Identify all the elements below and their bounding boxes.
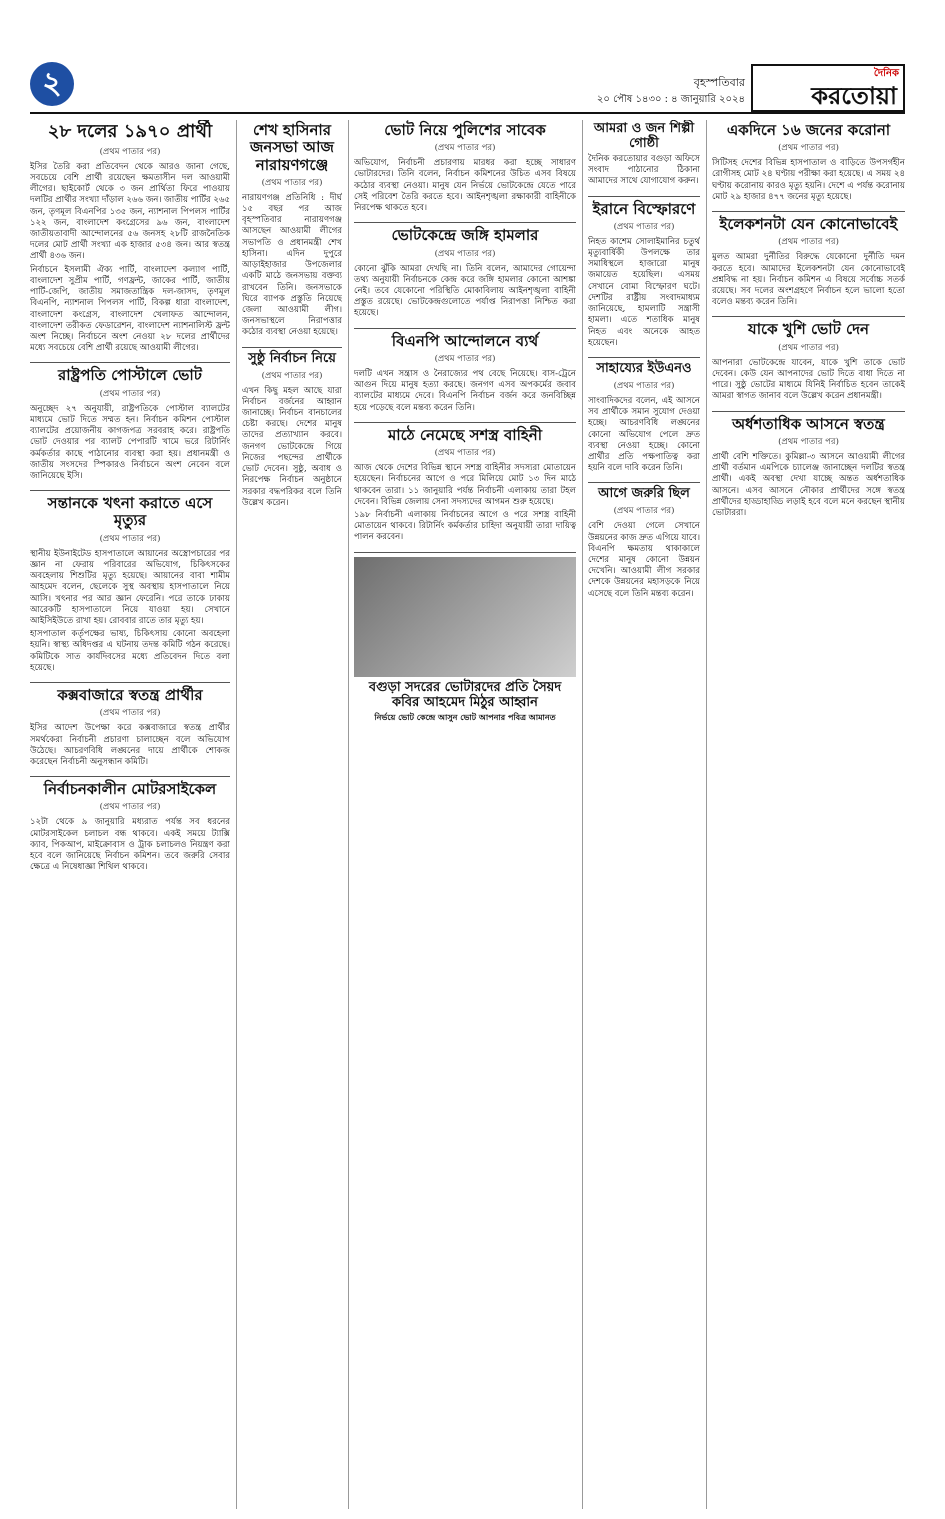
article-vote-anyone: যাকে খুশি ভোট দেন (প্রথম পাতার পর) আপনারা ভোটকেন্দ্রে যাবেন, যাকে খুশি তাকে ভোট দেবেন। কেউ যেন আপনাদের ভোট দিতে বাধা দিতে না পারে। সুষ্ঠু ভোটের মাধ্যমে যিনিই নির্বাচিত হবেন তাকেই আমরা স্বাগত জানাব বলে উল্লেখ করেন প্রধানমন্ত্রী।: [712, 320, 905, 402]
article-urgent-before: আগে জরুরি ছিল (প্রথম পাতার পর) বেশি দেওয়া গেলে সেখানে উন্নয়নের কাজ দ্রুত এগিয়ে যাবে। বিএনপি ক্ষমতায় থাকাকালে দেশের মানুষ কোনো উন্নয়ন দেখেনি। আওয়ামী লীগ সরকার দেশকে উন্নয়নের মহাসড়কে নিয়ে এসেছে বলে তিনি মন্তব্য করেন।: [588, 486, 700, 599]
article-militant-attack: ভোটকেন্দ্রে জঙ্গি হামলার (প্রথম পাতার পর) কোনো ঝুঁকি আমরা দেখছি না। তিনি বলেন, আমাদের গোয়েন্দা তথ্য অনুযায়ী নির্বাচনকে কেন্দ্র করে জঙ্গি হামলার কোনো আশঙ্কা নেই। তবে যেকোনো পরিস্থিতি মোকাবিলায় আইনশৃঙ্খলা বাহিনী প্রস্তুত রয়েছে। ভোটকেন্দ্রগুলোতে পর্যাপ্ত নিরাপত্তা নিশ্চিত করা হয়েছে।: [354, 226, 576, 319]
article-uno-help: সাহায্যের ইউএনও (প্রথম পাতার পর) সাংবাদিকদের বলেন, এই আসনে সব প্রার্থীকে সমান সুযোগ দেওয়া হচ্ছে। আচরণবিধি লঙ্ঘনের কোনো অভিযোগ পেলে দ্রুত ব্যবস্থা নেওয়া হচ্ছে। কোনো প্রার্থীর প্রতি পক্ষপাতিত্ব করা হয়নি বলে দাবি করেন তিনি।: [588, 360, 700, 474]
article-28-parties: ২৮ দলের ১৯৭০ প্রার্থী (প্রথম পাতার পর) ইসির তৈরি করা প্রতিবেদন থেকে আরও জানা গেছে, সবচেয়ে বেশি প্রার্থী রয়েছেন ক্ষমতাসীন দল আওয়ামী লীগের। ছাইকোর্ট থেকে ৩ জন প্রার্থিতা ফিরে পাওয়ায় দলটির প্রার্থীর সংখ্যা দাঁড়াল ২৬৬ জন। জাতীয় পার্টির ২৬৫ জন, তৃণমূল বিএনপির ১৩৫ জন, ন্যাশনাল পিপলস পার্টির ১২২ জন, বাংলাদেশ কংগ্রেসের ৯৬ জন, বাংলাদেশ জাতীয়তাবাদী আন্দোলনের ৫৬ জনসহ ২৮টি রাজনৈতিক দলের মোট প্রার্থী সংখ্যা এক হাজার ৫৩৪ জন। আর স্বতন্ত্র প্রার্থী ৪৩৬ জন। নির্বাচনে ইসলামী ঐক্য পার্টি, বাংলাদেশ কল্যাণ পার্টি, বাংলাদেশ সুপ্রীম পার্টি, গণফ্রন্ট, জাকের পার্টি, জাতীয় পার্টি-জেপি, জাতীয় সমাজতান্ত্রিক দল-জাসদ, তৃণমূল বিএনপি, ন্যাশনাল পিপলস পার্টি, বিকল্প ধারা বাংলাদেশ, বাংলাদেশ কংগ্রেস, বাংলাদেশ খেলাফত আন্দোলন, বাংলাদেশ তরীকত ফেডারেশন, বাংলাদেশ ন্যাশনালিস্ট ফ্রন্ট অংশ নিচ্ছে। নির্বাচনে অংশ নেওয়া ২৮ দলের প্রার্থীদের মধ্যে সবচেয়ে বেশি প্রার্থী রয়েছে আওয়ামী লীগের।: [30, 121, 230, 354]
masthead: [0, 0, 945, 110]
newspaper-logo: দৈনিক করতোয়া: [751, 64, 905, 112]
page-number: ২: [30, 62, 74, 106]
column-1: [30, 120, 230, 1510]
column-2: [242, 120, 342, 1510]
header-rule: [30, 112, 905, 114]
campaign-photo: [354, 557, 576, 677]
column-5: [712, 120, 905, 1510]
article-bnp-failed: বিএনপি আন্দোলনে ব্যর্থ (প্রথম পাতার পর) দলটি এখন সন্ত্রাস ও নৈরাজ্যের পথ বেছে নিয়েছে। বাস-ট্রেনে আগুন দিয়ে মানুষ হত্যা করছে। জনগণ এসব অপকর্মের জবাব ব্যালটের মাধ্যমে দেবে। বিএনপি নির্বাচন বর্জন করে জনবিচ্ছিন্ন হয়ে পড়েছে বলে মন্তব্য করেন তিনি।: [354, 331, 576, 413]
date-day: বৃহস্পতিবার: [693, 76, 745, 89]
column-4: [588, 120, 700, 1510]
date-full: ২০ পৌষ ১৪৩০ : ৪ জানুয়ারি ২০২৪: [596, 94, 745, 105]
article-independent-seats: অর্ধশতাধিক আসনে স্বতন্ত্র (প্রথম পাতার পর) প্রার্থী বেশি শক্তিতে। কুমিল্লা-৩ আসনে আওয়ামী লীগের প্রার্থী বর্তমান এমপিকে চ্যালেঞ্জ জানাচ্ছেন দলটির স্বতন্ত্র প্রার্থী। একই অবস্থা দেখা যাচ্ছে অন্তত অর্ধশতাধিক আসনে। এসব আসনে নৌকার প্রার্থীদের সঙ্গে স্বতন্ত্র প্রার্থীদের হাড্ডাহাড্ডি লড়াই হবে বলে মনে করছেন স্থানীয় ভোটাররা।: [712, 414, 905, 518]
article-fair-election: সুষ্ঠু নির্বাচন নিয়ে (প্রথম পাতার পর) এখন কিছু মহল আছে যারা নির্বাচন বর্জনের আহ্বান জানাচ্ছে। নির্বাচন বানচালের চেষ্টা করছে। দেশের মানুষ তাদের প্রত্যাখ্যান করবে। জনগণ ভোটকেন্দ্রে গিয়ে নিজের পছন্দের প্রার্থীকে ভোট দেবেন। সুষ্ঠু, অবাধ ও নিরপেক্ষ নির্বাচন অনুষ্ঠানে সরকার বদ্ধপরিকর বলে তিনি উল্লেখ করেন।: [242, 350, 342, 508]
article-army-deployed: মাঠে নেমেছে সশস্ত্র বাহিনী (প্রথম পাতার পর) আজ থেকে দেশের বিভিন্ন স্থানে সশস্ত্র বাহিনীর সদস্যরা মোতায়েন হয়েছেন। নির্বাচনের আগে ও পরে মিলিয়ে মোট ১৩ দিন মাঠে থাকবেন তারা। ১১ জানুয়ারি পর্যন্ত নির্বাচনী এলাকায় তারা টহল দেবেন। বিভিন্ন জেলায় সেনা সদস্যদের আগমন শুরু হয়েছে। ১৯৮ নির্বাচনী এলাকায় নির্বাচনের আগে ও পরে সশস্ত্র বাহিনী মোতায়েন থাকবে। রিটার্নিং কর্মকর্তার চাহিদা অনুযায়ী তারা দায়িত্ব পালন করবেন।: [354, 425, 576, 543]
column-3: [354, 120, 576, 1510]
article-sheikh-hasina-rally: শেখ হাসিনার জনসভা আজ নারায়ণগঞ্জে (প্রথম পাতার পর) নারায়ণগঞ্জ প্রতিনিধি : দীর্ঘ ১৫ বছর পর আজ বৃহস্পতিবার নারায়ণগঞ্জ আসছেন আওয়ামী লীগের সভাপতি ও প্রধানমন্ত্রী শেখ হাসিনা। এদিন দুপুরে আড়াইহাজার উপজেলার একটি মাঠে জনসভায় বক্তব্য রাখবেন তিনি। জনসভাকে ঘিরে ব্যাপক প্রস্তুতি নিয়েছে জেলা আওয়ামী লীগ। জনসভাস্থলে নিরাপত্তার কঠোর ব্যবস্থা নেওয়া হয়েছে।: [242, 121, 342, 338]
article-election-questioned: ইলেকশনটা যেন কোনোভাবেই (প্রথম পাতার পর) মুলত আমরা দুর্নীতির বিরুদ্ধে যেকোনো দুর্নীতি দমন করতে হবে। আমাদের ইলেকশনটা যেন কোনোভাবেই প্রশ্নবিদ্ধ না হয়। নির্বাচন কমিশন এ বিষয়ে সর্বোচ্চ সতর্ক রয়েছে। সব দলের অংশগ্রহণে নির্বাচন হলে ভালো হতো বলেও মন্তব্য করেন তিনি।: [712, 215, 905, 308]
article-bogura-contact: আমরা ও জন শিল্পী গোষ্ঠী দৈনিক করতোয়ার বগুড়া অফিসে সংবাদ পাঠানোর ঠিকানা আমাদের সাথে যোগাযোগ করুন।: [588, 121, 700, 187]
article-iran-blast: ইরানে বিস্ফোরণে (প্রথম পাতার পর) নিহত কাশেম সোলাইমানির চতুর্থ মৃত্যুবার্ষিকী উপলক্ষে তার সমাধিস্থলে হাজারো মানুষ জমায়েত হয়েছিল। এসময় সেখানে বোমা বিস্ফোরণ ঘটে। দেশটির রাষ্ট্রীয় সংবাদমাধ্যম জানিয়েছে, হামলাটি সন্ত্রাসী হামলা। এতে শতাধিক মানুষ নিহত এবং অনেকে আহত হয়েছেন।: [588, 199, 700, 348]
article-corona: একদিনে ১৬ জনের করোনা (প্রথম পাতার পর) সিটিসহ দেশের বিভিন্ন হাসপাতাল ও বাড়িতে উপসর্গহীন রোগীসহ মোট ২৪ ঘণ্টায় পরীক্ষা করা হয়েছে। এ সময় ২৪ ঘণ্টায় করোনায় কারও মৃত্যু হয়নি। দেশে এ পর্যন্ত করোনায় মোট ২৯ হাজার ৪৭৭ জনের মৃত্যু হয়েছে।: [712, 121, 905, 202]
article-coxsbazar-independent: কক্সবাজারে স্বতন্ত্র প্রার্থীর (প্রথম পাতার পর) ইসির আদেশ উপেক্ষা করে কক্সবাজারে স্বতন্ত্র প্রার্থীর সমর্থকেরা নির্বাচনী প্রচারণা চালাচ্ছেন বলে অভিযোগ উঠেছে। আচরণবিধি লঙ্ঘনের দায়ে প্রার্থীকে শোকজ করেছেন নির্বাচনী অনুসন্ধান কমিটি।: [30, 686, 230, 767]
article-bogura-appeal: বগুড়া সদরের ভোটারদের প্রতি সৈয়দ কবির আহমেদ মিঠুর আহ্বান নির্ভয়ে ভোট কেন্দ্রে আসুন ভোট আপনার পবিত্র আমানত: [354, 557, 576, 726]
article-motorcycle-ban: নির্বাচনকালীন মোটরসাইকেল (প্রথম পাতার পর) ১২টা থেকে ৯ জানুয়ারি মধ্যরাত পর্যন্ত সব ধরনের মোটরসাইকেল চলাচল বন্ধ থাকবে। একই সময়ে ট্যাক্সি ক্যাব, পিকআপ, মাইক্রোবাস ও ট্রাক চলাচলও নিয়ন্ত্রণ করা হবে বলে জানিয়েছে নির্বাচন কমিশন। তবে জরুরি সেবার ক্ষেত্রে এ নিষেধাজ্ঞা শিথিল থাকবে।: [30, 780, 230, 873]
article-police-ex-chief: ভোট নিয়ে পুলিশের সাবেক (প্রথম পাতার পর) অভিযোগ, নির্বাচনী প্রচারণায় মারধর করা হচ্ছে সাধারণ ভোটারদের। তিনি বলেন, নির্বাচন কমিশনের উচিত এসব বিষয়ে কঠোর ব্যবস্থা নেওয়া। মানুষ যেন নির্ভয়ে ভোটকেন্দ্রে যেতে পারে সেই পরিবেশ তৈরি করতে হবে। আইনশৃঙ্খলা রক্ষাকারী বাহিনীকে নিরপেক্ষ থাকতে হবে।: [354, 121, 576, 214]
article-circumcision-death: সন্তানকে খৎনা করাতে এসে মৃত্যুর (প্রথম পাতার পর) স্থানীয় ইউনাইটেড হাসপাতালে আয়ানের অস্ত্রোপচারের পর জ্ঞান না ফেরায় পরিবারের অভিযোগ, চিকিৎসকের অবহেলায় শিশুটির মৃত্যু হয়েছে। আয়ানের বাবা শামীম আহমেদ বলেন, ছেলেকে সুস্থ অবস্থায় হাসপাতালে নিয়ে আসি। খৎনার পর আর জ্ঞান ফেরেনি। পরে তাকে ঢাকায় আরেকটি হাসপাতালে নিয়ে যাওয়া হয়। সেখানে আইসিইউতে রাখা হয়। রোববার রাতে তার মৃত্যু হয়। হাসপাতাল কর্তৃপক্ষের ভাষ্য, চিকিৎসায় কোনো অবহেলা হয়নি। স্বাস্থ্য অধিদপ্তর এ ঘটনায় তদন্ত কমিটি গঠন করেছে। কমিটিকে সাত কার্যদিবসের মধ্যে প্রতিবেদন দিতে বলা হয়েছে।: [30, 494, 230, 673]
article-president-postal-vote: রাষ্ট্রপতি পোস্টালে ভোট (প্রথম পাতার পর) অনুচ্ছেদ ২৭ অনুযায়ী, রাষ্ট্রপতিকে পোস্টাল ব্যালটের মাধ্যমে ভোট দিতে সম্মত হন। নির্বাচন কমিশন পোস্টাল ব্যালটের প্রয়োজনীয় কাগজপত্র সরবরাহ করে। রাষ্ট্রপতি ভোট দেওয়ার পর ব্যালট পেপারটি খামে ভরে রিটার্নিং কর্মকর্তার কাছে পাঠানোর ব্যবস্থা করা হয়। প্রধানমন্ত্রী ও জাতীয় সংসদের স্পিকারও নির্বাচনে অংশ নেবেন বলে জানিয়েছে ইসি।: [30, 366, 230, 481]
